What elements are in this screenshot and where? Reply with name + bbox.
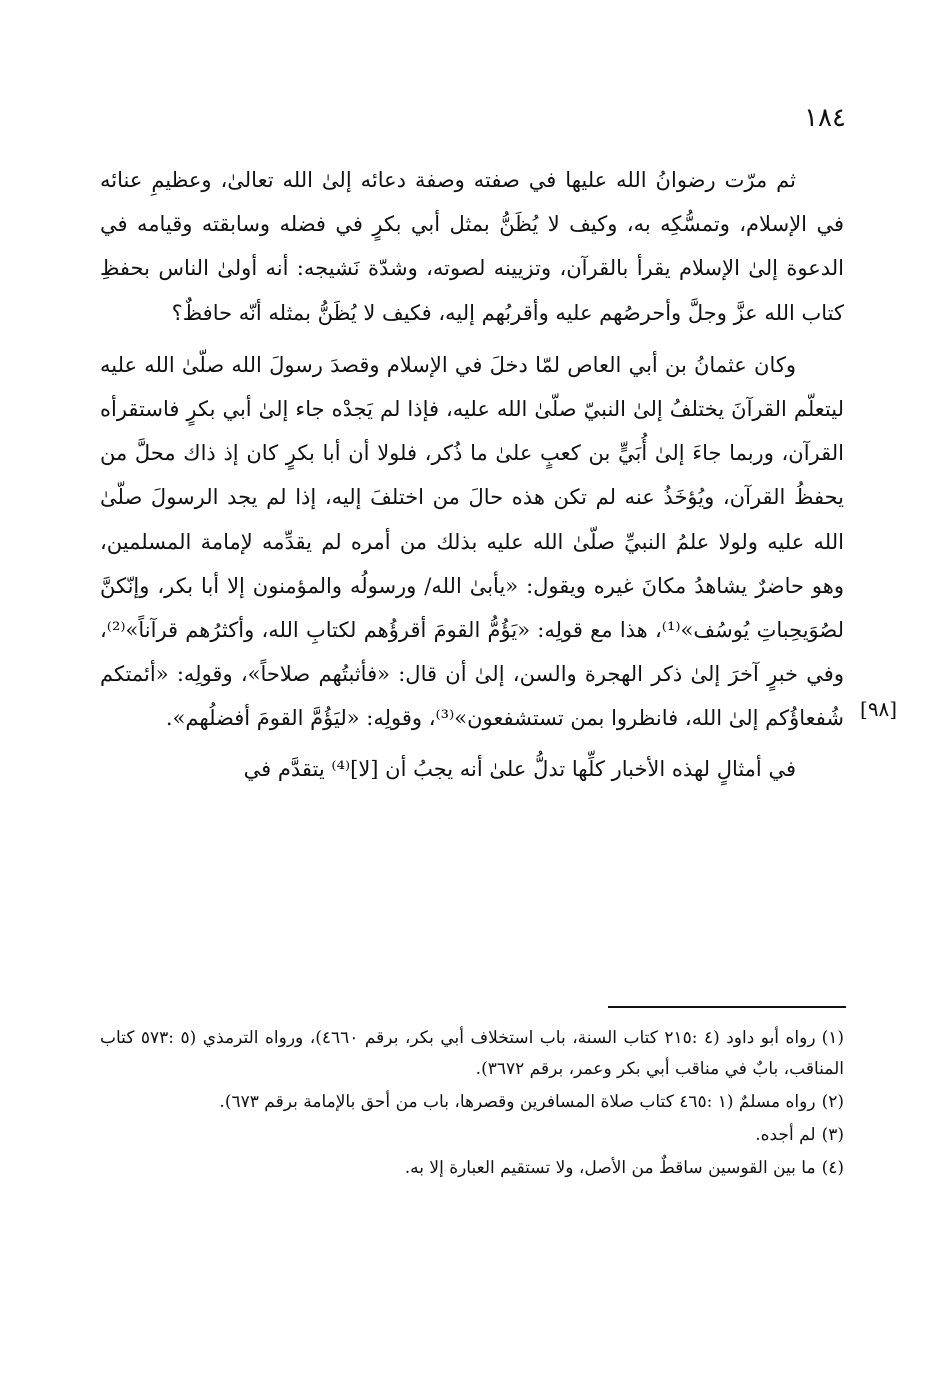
footnote-text: ما بين القوسين ساقطٌ من الأصل، ولا تستقيم العبارة إلا به. [404,1158,816,1178]
footnote-text: رواه أبو داود (٤ :٢١٥ كتاب السنة، باب استخلاف أبي بكر، برقم ٤٦٦٠)، ورواه الترمذي (٥ :٥٧٣ كتاب المناقب، بابٌ في مناقب أبي بكر وعمر، برقم ٣٦٧٢). [100,1028,844,1079]
footnote-separator [608,1006,846,1008]
footnote-text: رواه مسلمٌ (١ :٤٦٥ كتاب صلاة المسافرين وقصرها، باب من أحق بالإمامة برقم ٦٧٣). [219,1092,816,1112]
paragraph: وكان عثمانُ بن أبي العاص لمّا دخلَ في الإسلام وقصدَ رسولَ الله صلّىٰ الله عليه ليتعلّم القرآنَ يختلفُ إلىٰ النبيّ صلّىٰ الله عليه، فإذا لم يَجدْه جاء إلىٰ أبي بكرٍ فاستقرأه القرآن، وربما جاءَ إلىٰ أُبَيٍّ بن كعبٍ علىٰ ما ذُكر، فلولا أن أبا بكرٍ كان إذ ذاك محلَّ من يحفظُ القرآن، ويُؤخَذُ عنه لم تكن هذه حالَ من اختلفَ إليه، إذا لم يجد الرسولَ صلّىٰ الله عليه ولولا علمُ النبيِّ صلّىٰ الله عليه بذلك من أمره لم يقدِّمه لإمامة المسلمين، وهو حاضرٌ يشاهدُ مكانَ غيره ويقول: «يأبىٰ الله/ ورسولُه والمؤمنون إلا أبا بكر، وإنّكنَّ لصُوَيحِباتِ يُوسُف»⁽¹⁾، هذا مع قولِه: «يَؤُمُّ القومَ أقرؤُهم لكتابِ الله، وأكثرُهم قرآناً»⁽²⁾، وفي خبرٍ آخرَ إلىٰ ذكر الهجرة والسن، إلىٰ أن قال: «فأثبتُهم صلاحاً»، وقولِه: «أئمتكم شُفعاؤُكم إلىٰ الله، فانظروا بمن تستشفعون»⁽³⁾، وقولِه: «ليَؤُمَّ القومَ أفضلُهم». [100,352,844,731]
paragraph: في أمثالٍ لهذه الأخبار كلِّها تدلُّ علىٰ أنه يجبُ أن [لا]⁽⁴⁾ يتقدَّم في [243,756,796,781]
footnote [100,1087,844,1118]
manuscript-folio-marker: [٩٨] [860,697,898,721]
footnote-number: (١) [821,1028,844,1048]
footnotes [100,1023,844,1186]
footnote-number: (٣) [821,1125,844,1145]
main-text [100,158,844,791]
page-number: ١٨٤ [804,103,846,133]
footnote [100,1023,844,1085]
footnote-text: لم أجده. [755,1125,816,1145]
footnote-number: (٤) [821,1158,844,1178]
footnote [100,1120,844,1151]
footnote [100,1153,844,1184]
footnote-number: (٢) [821,1092,844,1112]
paragraph: ثم مرّت رضوانُ الله عليها في صفته وصفة دعائه إلىٰ الله تعالىٰ، وعظيمِ عنائه في الإسلام، وتمسُّكِه به، وكيف لا يُظَنُّ بمثل أبي بكرٍ في فضله وسابقته وقيامه في الدعوة إلىٰ الإسلام يقرأ بالقرآن، وتزيينه لصوته، وشدّة نَشيجه: أنه أولىٰ الناس بحفظِ كتاب الله عزَّ وجلَّ وأحرصُهم عليه وأقربُهم إليه، فكيف لا يُظَنُّ بمثله أنّه حافظٌ؟ [100,168,844,325]
